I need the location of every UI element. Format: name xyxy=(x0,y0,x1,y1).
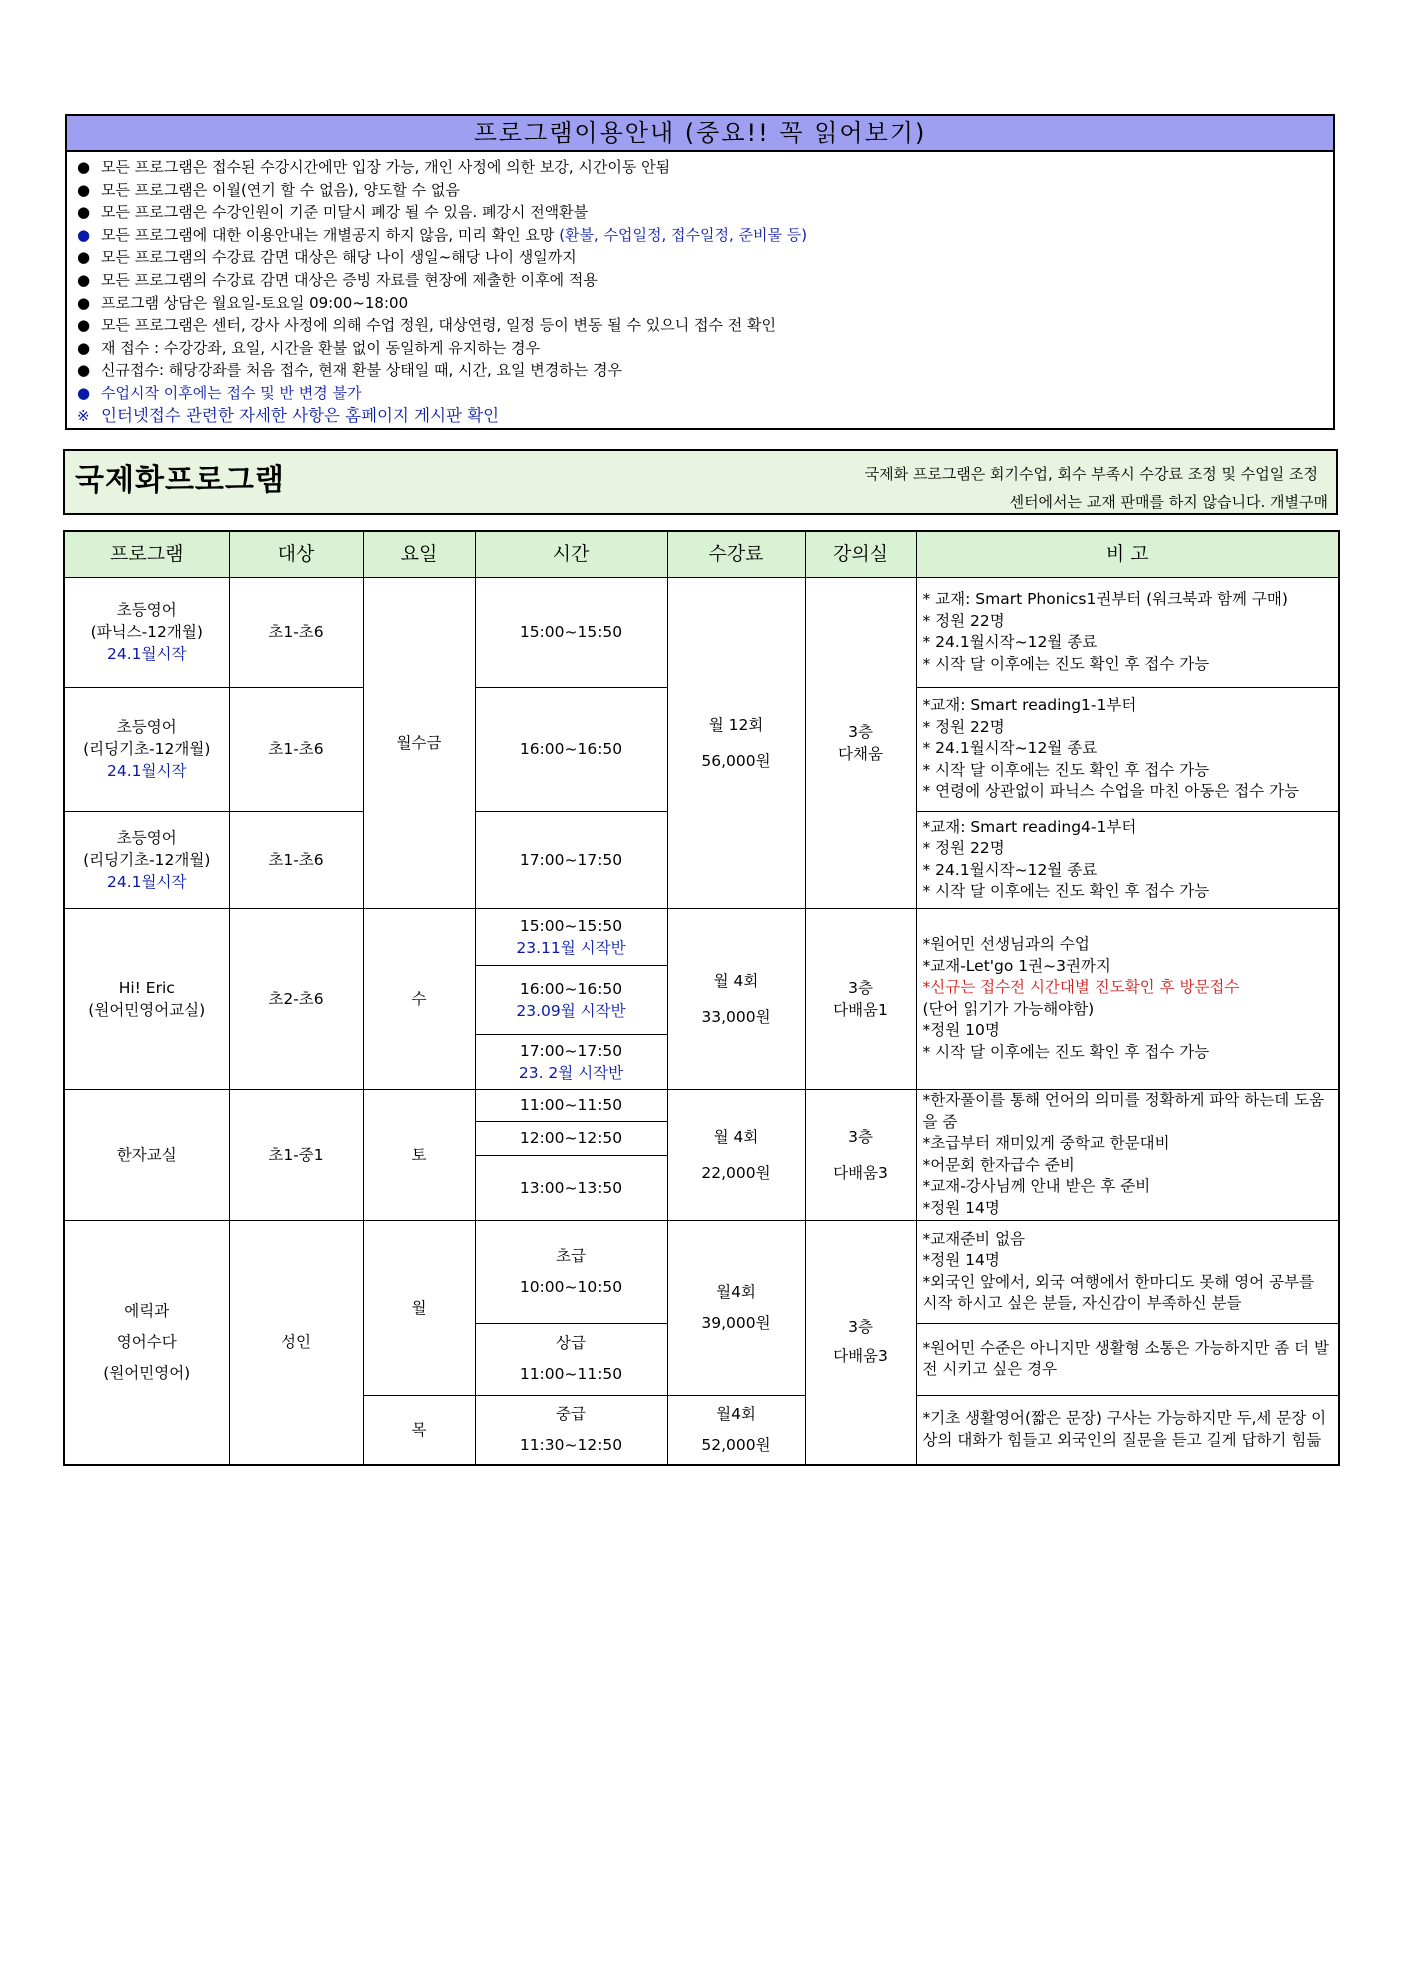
fee-cell: 월4회 39,000원 xyxy=(667,1220,805,1395)
column-header: 강의실 xyxy=(805,531,916,577)
table-row xyxy=(64,1089,1339,1121)
note-cell: *교재: Smart reading4-1부터 * 정원 22명 * 24.1월시작~12월 종료 * 시작 달 이후에는 진도 확인 후 접수 가능 xyxy=(916,811,1339,908)
fee-cell: 월 4회 22,000원 xyxy=(667,1089,805,1220)
day-cell: 목 xyxy=(363,1395,475,1465)
notice-item: ● 프로그램 상담은 월요일-토요일 09:00~18:00 xyxy=(77,292,1333,315)
column-header: 수강료 xyxy=(667,531,805,577)
room-cell: 3층 다채움 xyxy=(805,577,916,908)
section-header xyxy=(63,449,1338,515)
program-cell: 초등영어 (리딩기초-12개월) 24.1월시작 xyxy=(64,687,229,811)
table-header-row xyxy=(64,531,1339,577)
column-header: 프로그램 xyxy=(64,531,229,577)
target-cell: 성인 xyxy=(229,1220,363,1465)
program-cell: Hi! Eric (원어민영어교실) xyxy=(64,908,229,1089)
target-cell: 초2-초6 xyxy=(229,908,363,1089)
bullet-icon: ● xyxy=(77,248,91,267)
room-cell: 3층 다배움1 xyxy=(805,908,916,1089)
notice-item: ● 모든 프로그램에 대한 이용안내는 개별공지 하지 않음, 미리 확인 요망 (환불, 수업일정, 접수일정, 준비물 등) xyxy=(77,224,1333,247)
note-cell: *원어민 선생님과의 수업 *교재-Let'go 1권~3권까지 *신규는 접수전 시간대별 진도확인 후 방문접수 (단어 읽기가 가능해야함) *정원 10명 * 시작 달 이후에는 진도 확인 후 접수 가능 xyxy=(916,908,1339,1089)
time-cell: 상급 11:00~11:50 xyxy=(475,1323,667,1395)
notice-item: ● 신규접수: 해당강좌를 처음 접수, 현재 환불 상태일 때, 시간, 요일 변경하는 경우 xyxy=(77,359,1333,382)
time-cell: 17:00~17:50 xyxy=(475,811,667,908)
table-row xyxy=(64,1220,1339,1323)
day-cell: 월수금 xyxy=(363,577,475,908)
column-header: 대상 xyxy=(229,531,363,577)
notice-title: 프로그램이용안내 (중요!! 꼭 읽어보기) xyxy=(67,116,1333,152)
time-cell: 16:00~16:50 xyxy=(475,687,667,811)
bullet-icon: ● xyxy=(77,316,91,335)
notice-item: ● 모든 프로그램의 수강료 감면 대상은 해당 나이 생일~해당 나이 생일까지 xyxy=(77,246,1333,269)
bullet-icon: ● xyxy=(77,361,91,380)
section-note: 국제화 프로그램은 회기수업, 회수 부족시 수강료 조정 및 수업일 조정 xyxy=(864,465,1318,483)
notice-list xyxy=(67,152,1333,427)
target-cell: 초1-중1 xyxy=(229,1089,363,1220)
bullet-icon: ● xyxy=(77,225,91,244)
note-cell: *원어민 수준은 아니지만 생활형 소통은 가능하지만 좀 더 발전 시키고 싶은 경우 xyxy=(916,1323,1339,1395)
notice-item: ※ 인터넷접수 관련한 자세한 사항은 홈페이지 게시판 확인 xyxy=(77,405,1333,428)
time-cell: 16:00~16:50 23.09월 시작반 xyxy=(475,965,667,1034)
program-table xyxy=(63,530,1340,1466)
notice-item: ● 모든 프로그램은 접수된 수강시간에만 입장 가능, 개인 사정에 의한 보강, 시간이동 안됨 xyxy=(77,156,1333,179)
reference-mark-icon: ※ xyxy=(77,406,90,425)
room-cell: 3층 다배움3 xyxy=(805,1220,916,1465)
bullet-icon: ● xyxy=(77,158,91,176)
table-row xyxy=(64,908,1339,965)
time-cell: 중급 11:30~12:50 xyxy=(475,1395,667,1465)
fee-cell: 월 4회 33,000원 xyxy=(667,908,805,1089)
time-cell: 15:00~15:50 23.11월 시작반 xyxy=(475,908,667,965)
section-title: 국제화프로그램 xyxy=(75,463,285,498)
time-cell: 13:00~13:50 xyxy=(475,1155,667,1220)
day-cell: 토 xyxy=(363,1089,475,1220)
note-cell: *교재: Smart reading1-1부터 * 정원 22명 * 24.1월시작~12월 종료 * 시작 달 이후에는 진도 확인 후 접수 가능 * 연령에 상관없이 파닉스 수업을 마친 아동은 접수 가능 xyxy=(916,687,1339,811)
bullet-icon: ● xyxy=(77,203,91,222)
notice-item: ● 재 접수 : 수강강좌, 요일, 시간을 환불 없이 동일하게 유지하는 경우 xyxy=(77,337,1333,360)
time-cell: 초급 10:00~10:50 xyxy=(475,1220,667,1323)
notice-item: ● 모든 프로그램은 이월(연기 할 수 없음), 양도할 수 없음 xyxy=(77,179,1333,202)
bullet-icon: ● xyxy=(77,270,91,289)
target-cell: 초1-초6 xyxy=(229,577,363,687)
column-header: 비 고 xyxy=(916,531,1339,577)
bullet-icon: ● xyxy=(77,383,91,402)
notice-item: ● 모든 프로그램의 수강료 감면 대상은 증빙 자료를 현장에 제출한 이후에 적용 xyxy=(77,269,1333,292)
notice-item: ● 모든 프로그램은 센터, 강사 사정에 의해 수업 정원, 대상연령, 일정 등이 변동 될 수 있으니 접수 전 확인 xyxy=(77,314,1333,337)
day-cell: 월 xyxy=(363,1220,475,1395)
note-cell: *기초 생활영어(짧은 문장) 구사는 가능하지만 두,세 문장 이상의 대화가 힘들고 외국인의 질문을 듣고 길게 답하기 힘듦 xyxy=(916,1395,1339,1465)
notice-item: ● 수업시작 이후에는 접수 및 반 변경 불가 xyxy=(77,382,1333,405)
program-cell: 초등영어 (파닉스-12개월) 24.1월시작 xyxy=(64,577,229,687)
section-note: 센터에서는 교재 판매를 하지 않습니다. 개별구매 xyxy=(1009,493,1328,511)
time-cell: 17:00~17:50 23. 2월 시작반 xyxy=(475,1034,667,1089)
program-cell: 초등영어 (리딩기초-12개월) 24.1월시작 xyxy=(64,811,229,908)
notice-box xyxy=(65,114,1335,430)
fee-cell: 월 12회 56,000원 xyxy=(667,577,805,908)
day-cell: 수 xyxy=(363,908,475,1089)
room-cell: 3층 다배움3 xyxy=(805,1089,916,1220)
column-header: 요일 xyxy=(363,531,475,577)
target-cell: 초1-초6 xyxy=(229,687,363,811)
bullet-icon: ● xyxy=(77,293,91,312)
note-cell: *한자풀이를 통해 언어의 의미를 정확하게 파악 하는데 도움을 줌 *초급부터 재미있게 중학교 한문대비 *어문회 한자급수 준비 *교재-강사님께 안내 받은 후 준비 *정원 14명 xyxy=(916,1089,1339,1220)
time-cell: 11:00~11:50 xyxy=(475,1089,667,1121)
program-cell: 에릭과 영어수다 (원어민영어) xyxy=(64,1220,229,1465)
column-header: 시간 xyxy=(475,531,667,577)
table-row xyxy=(64,577,1339,687)
bullet-icon: ● xyxy=(77,338,91,357)
program-cell: 한자교실 xyxy=(64,1089,229,1220)
note-cell: * 교재: Smart Phonics1권부터 (워크북과 함께 구매) * 정원 22명 * 24.1월시작~12월 종료 * 시작 달 이후에는 진도 확인 후 접수 가능 xyxy=(916,577,1339,687)
note-cell: *교재준비 없음 *정원 14명 *외국인 앞에서, 외국 여행에서 한마디도 못해 영어 공부를 시작 하시고 싶은 분들, 자신감이 부족하신 분들 xyxy=(916,1220,1339,1323)
bullet-icon: ● xyxy=(77,180,91,199)
fee-cell: 월4회 52,000원 xyxy=(667,1395,805,1465)
time-cell: 15:00~15:50 xyxy=(475,577,667,687)
target-cell: 초1-초6 xyxy=(229,811,363,908)
notice-item: ● 모든 프로그램은 수강인원이 기준 미달시 폐강 될 수 있음. 폐강시 전액환불 xyxy=(77,201,1333,224)
time-cell: 12:00~12:50 xyxy=(475,1121,667,1155)
